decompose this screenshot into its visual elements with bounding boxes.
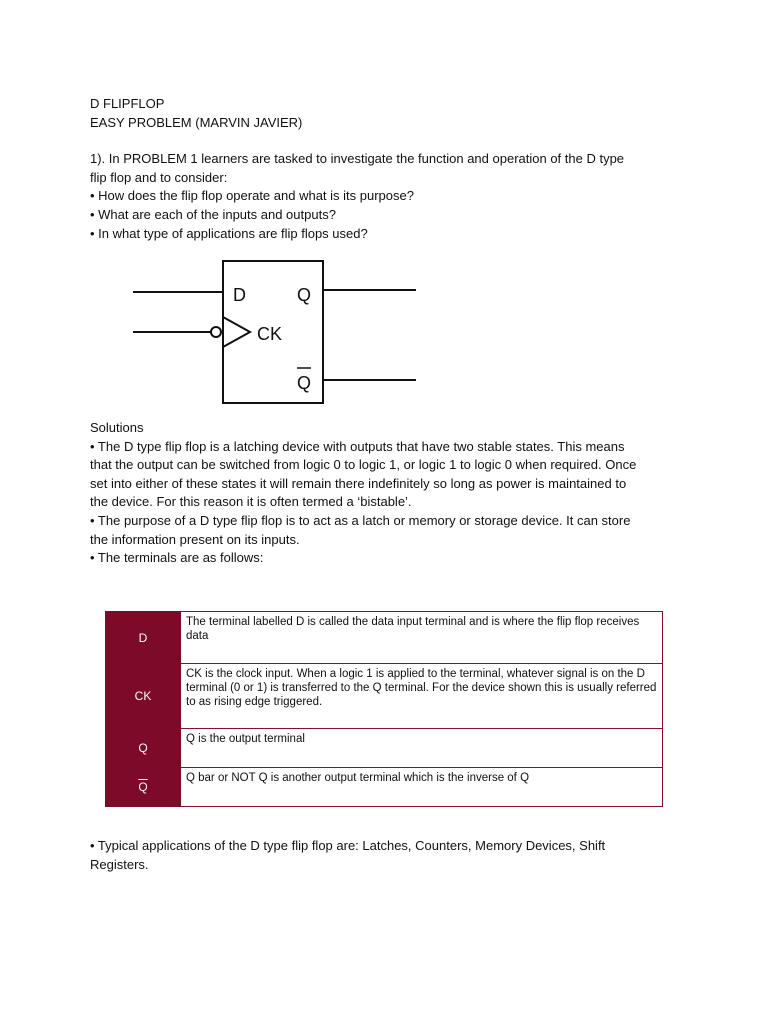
table-row bbox=[106, 768, 663, 807]
solution-p1-line: that the output can be switched from logic 0 to logic 1, or logic 1 to logic 0 when required. Once bbox=[90, 457, 637, 473]
question-item: • How does the flip flop operate and what is its purpose? bbox=[90, 188, 414, 204]
label-q: Q bbox=[297, 285, 312, 305]
question-item: • What are each of the inputs and outputs? bbox=[90, 206, 336, 222]
solution-p1-line: the device. For this reason it is often termed a ‘bistable’. bbox=[90, 494, 412, 510]
terminal-desc: The terminal labelled D is called the data input terminal and is where the flip flop receives data bbox=[181, 612, 663, 664]
terminal-desc: Q bar or NOT Q is another output terminal which is the inverse of Q bbox=[181, 768, 663, 807]
terminal-key: $\overline{Q}$ bbox=[106, 768, 181, 807]
problem-intro-line-1: 1). In PROBLEM 1 learners are tasked to investigate the function and operation of the D type bbox=[90, 151, 625, 167]
terminal-desc: Q is the output terminal bbox=[181, 729, 663, 768]
solution-p2-line: • The purpose of a D type flip flop is to act as a latch or memory or storage device. It can store bbox=[90, 512, 631, 528]
solutions-section bbox=[90, 419, 680, 568]
applications-line-2: Registers. bbox=[90, 856, 149, 872]
terminal-desc: CK is the clock input. When a logic 1 is applied to the terminal, whatever signal is on the D terminal (0 or 1) is transferred to the Q terminal. For the device shown this is usually referred to as rising edge triggered. bbox=[181, 664, 663, 729]
document-subtitle: EASY PROBLEM (MARVIN JAVIER) bbox=[90, 114, 303, 130]
label-qbar: Q bbox=[297, 373, 312, 393]
d-flipflop-diagram bbox=[0, 0, 768, 420]
terminal-key: CK bbox=[106, 664, 181, 729]
applications-section bbox=[90, 837, 650, 874]
terminal-key: D bbox=[106, 612, 181, 664]
solutions-heading: Solutions bbox=[90, 420, 144, 435]
table-row bbox=[106, 612, 663, 664]
solution-p2-line: the information present on its inputs. bbox=[90, 531, 300, 547]
label-ck: CK bbox=[257, 324, 283, 344]
table-row bbox=[106, 729, 663, 768]
label-d: D bbox=[233, 285, 246, 305]
solution-p3: • The terminals are as follows: bbox=[90, 550, 264, 566]
terminal-key: Q bbox=[106, 729, 181, 768]
document-title: D FLIPFLOP bbox=[90, 96, 165, 111]
problem-intro-line-2: flip flop and to consider: bbox=[90, 169, 228, 185]
table-row bbox=[106, 664, 663, 729]
applications-line-1: • Typical applications of the D type flip flop are: Latches, Counters, Memory Devices, Shift bbox=[90, 838, 606, 853]
terminals-table bbox=[105, 611, 663, 807]
clock-inversion-bubble bbox=[211, 327, 221, 337]
question-item: • In what type of applications are flip flops used? bbox=[90, 225, 368, 241]
solution-p1-line: set into either of these states it will remain there indefinitely so long as power is maintained to bbox=[90, 475, 627, 491]
solution-p1-line: • The D type flip flop is a latching device with outputs that have two stable states. This means bbox=[90, 438, 625, 454]
